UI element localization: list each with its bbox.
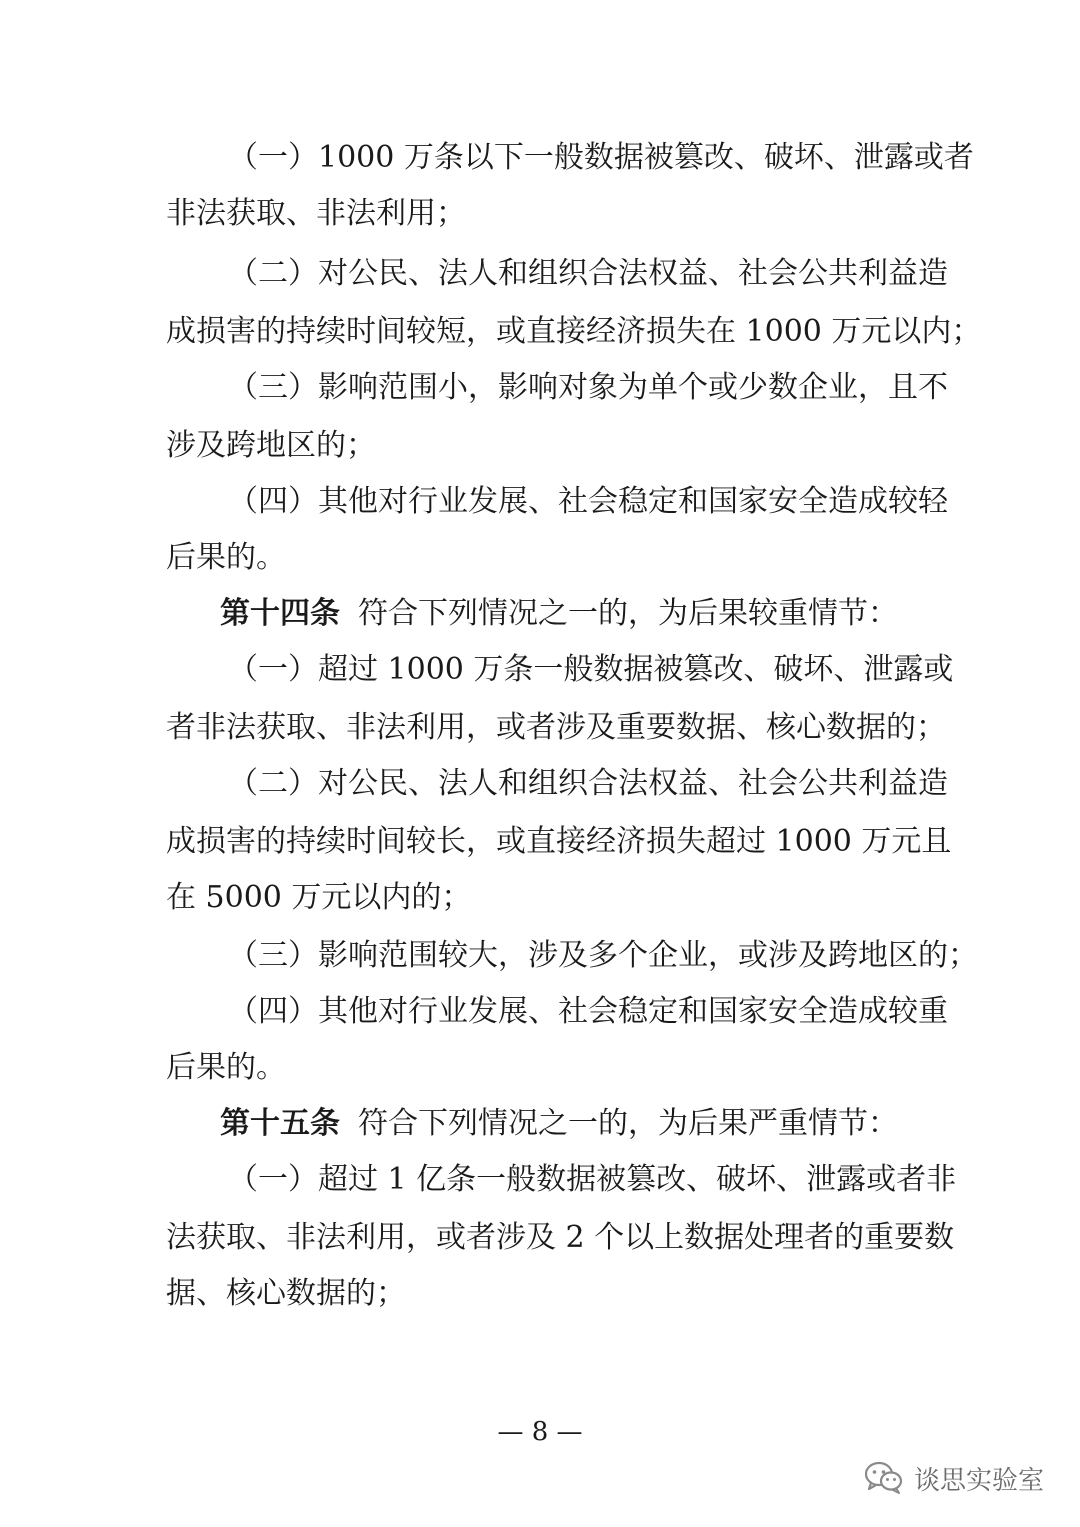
- article-15-title: 第十五条: [220, 1106, 340, 1141]
- text-line: （四）其他对行业发展、社会稳定和国家安全造成较重: [228, 994, 948, 1029]
- watermark-text: 谈思实验室: [913, 1465, 1044, 1496]
- text-line: 后果的。: [166, 1050, 286, 1085]
- article-14-text: 符合下列情况之一的，为后果较重情节：: [358, 596, 898, 631]
- text-line: （一）超过 1 亿条一般数据被篡改、破坏、泄露或者非: [228, 1162, 957, 1197]
- text-line: 据、核心数据的；: [166, 1276, 406, 1311]
- text-line: （三）影响范围小，影响对象为单个或少数企业，且不: [228, 370, 948, 405]
- text-line: 非法获取、非法利用；: [166, 196, 466, 231]
- text-line: 涉及跨地区的；: [166, 428, 376, 463]
- watermark: [864, 1458, 1044, 1498]
- article-14-heading: [220, 596, 908, 632]
- article-15-heading: [220, 1106, 908, 1142]
- text-line: 在 5000 万元以内的；: [166, 880, 472, 915]
- text-line: 成损害的持续时间较长，或直接经济损失超过 1000 万元且: [166, 824, 952, 859]
- page-number: — 8 —: [497, 1417, 583, 1447]
- text-line: （二）对公民、法人和组织合法权益、社会公共利益造: [228, 256, 948, 291]
- text-line: 后果的。: [166, 540, 286, 575]
- text-line: 者非法获取、非法利用，或者涉及重要数据、核心数据的；: [166, 710, 946, 745]
- wechat-icon: [864, 1461, 904, 1495]
- text-line: （三）影响范围较大，涉及多个企业，或涉及跨地区的；: [228, 938, 978, 973]
- text-line: （一）超过 1000 万条一般数据被篡改、破坏、泄露或: [228, 652, 954, 687]
- text-line: （一）1000 万条以下一般数据被篡改、破坏、泄露或者: [228, 140, 974, 175]
- article-14-title: 第十四条: [220, 596, 340, 631]
- text-line: 成损害的持续时间较短，或直接经济损失在 1000 万元以内；: [166, 314, 982, 349]
- text-line: （四）其他对行业发展、社会稳定和国家安全造成较轻: [228, 484, 948, 519]
- text-line: 法获取、非法利用，或者涉及 2 个以上数据处理者的重要数: [166, 1220, 955, 1255]
- text-line: （二）对公民、法人和组织合法权益、社会公共利益造: [228, 766, 948, 801]
- article-15-text: 符合下列情况之一的，为后果严重情节：: [358, 1106, 898, 1141]
